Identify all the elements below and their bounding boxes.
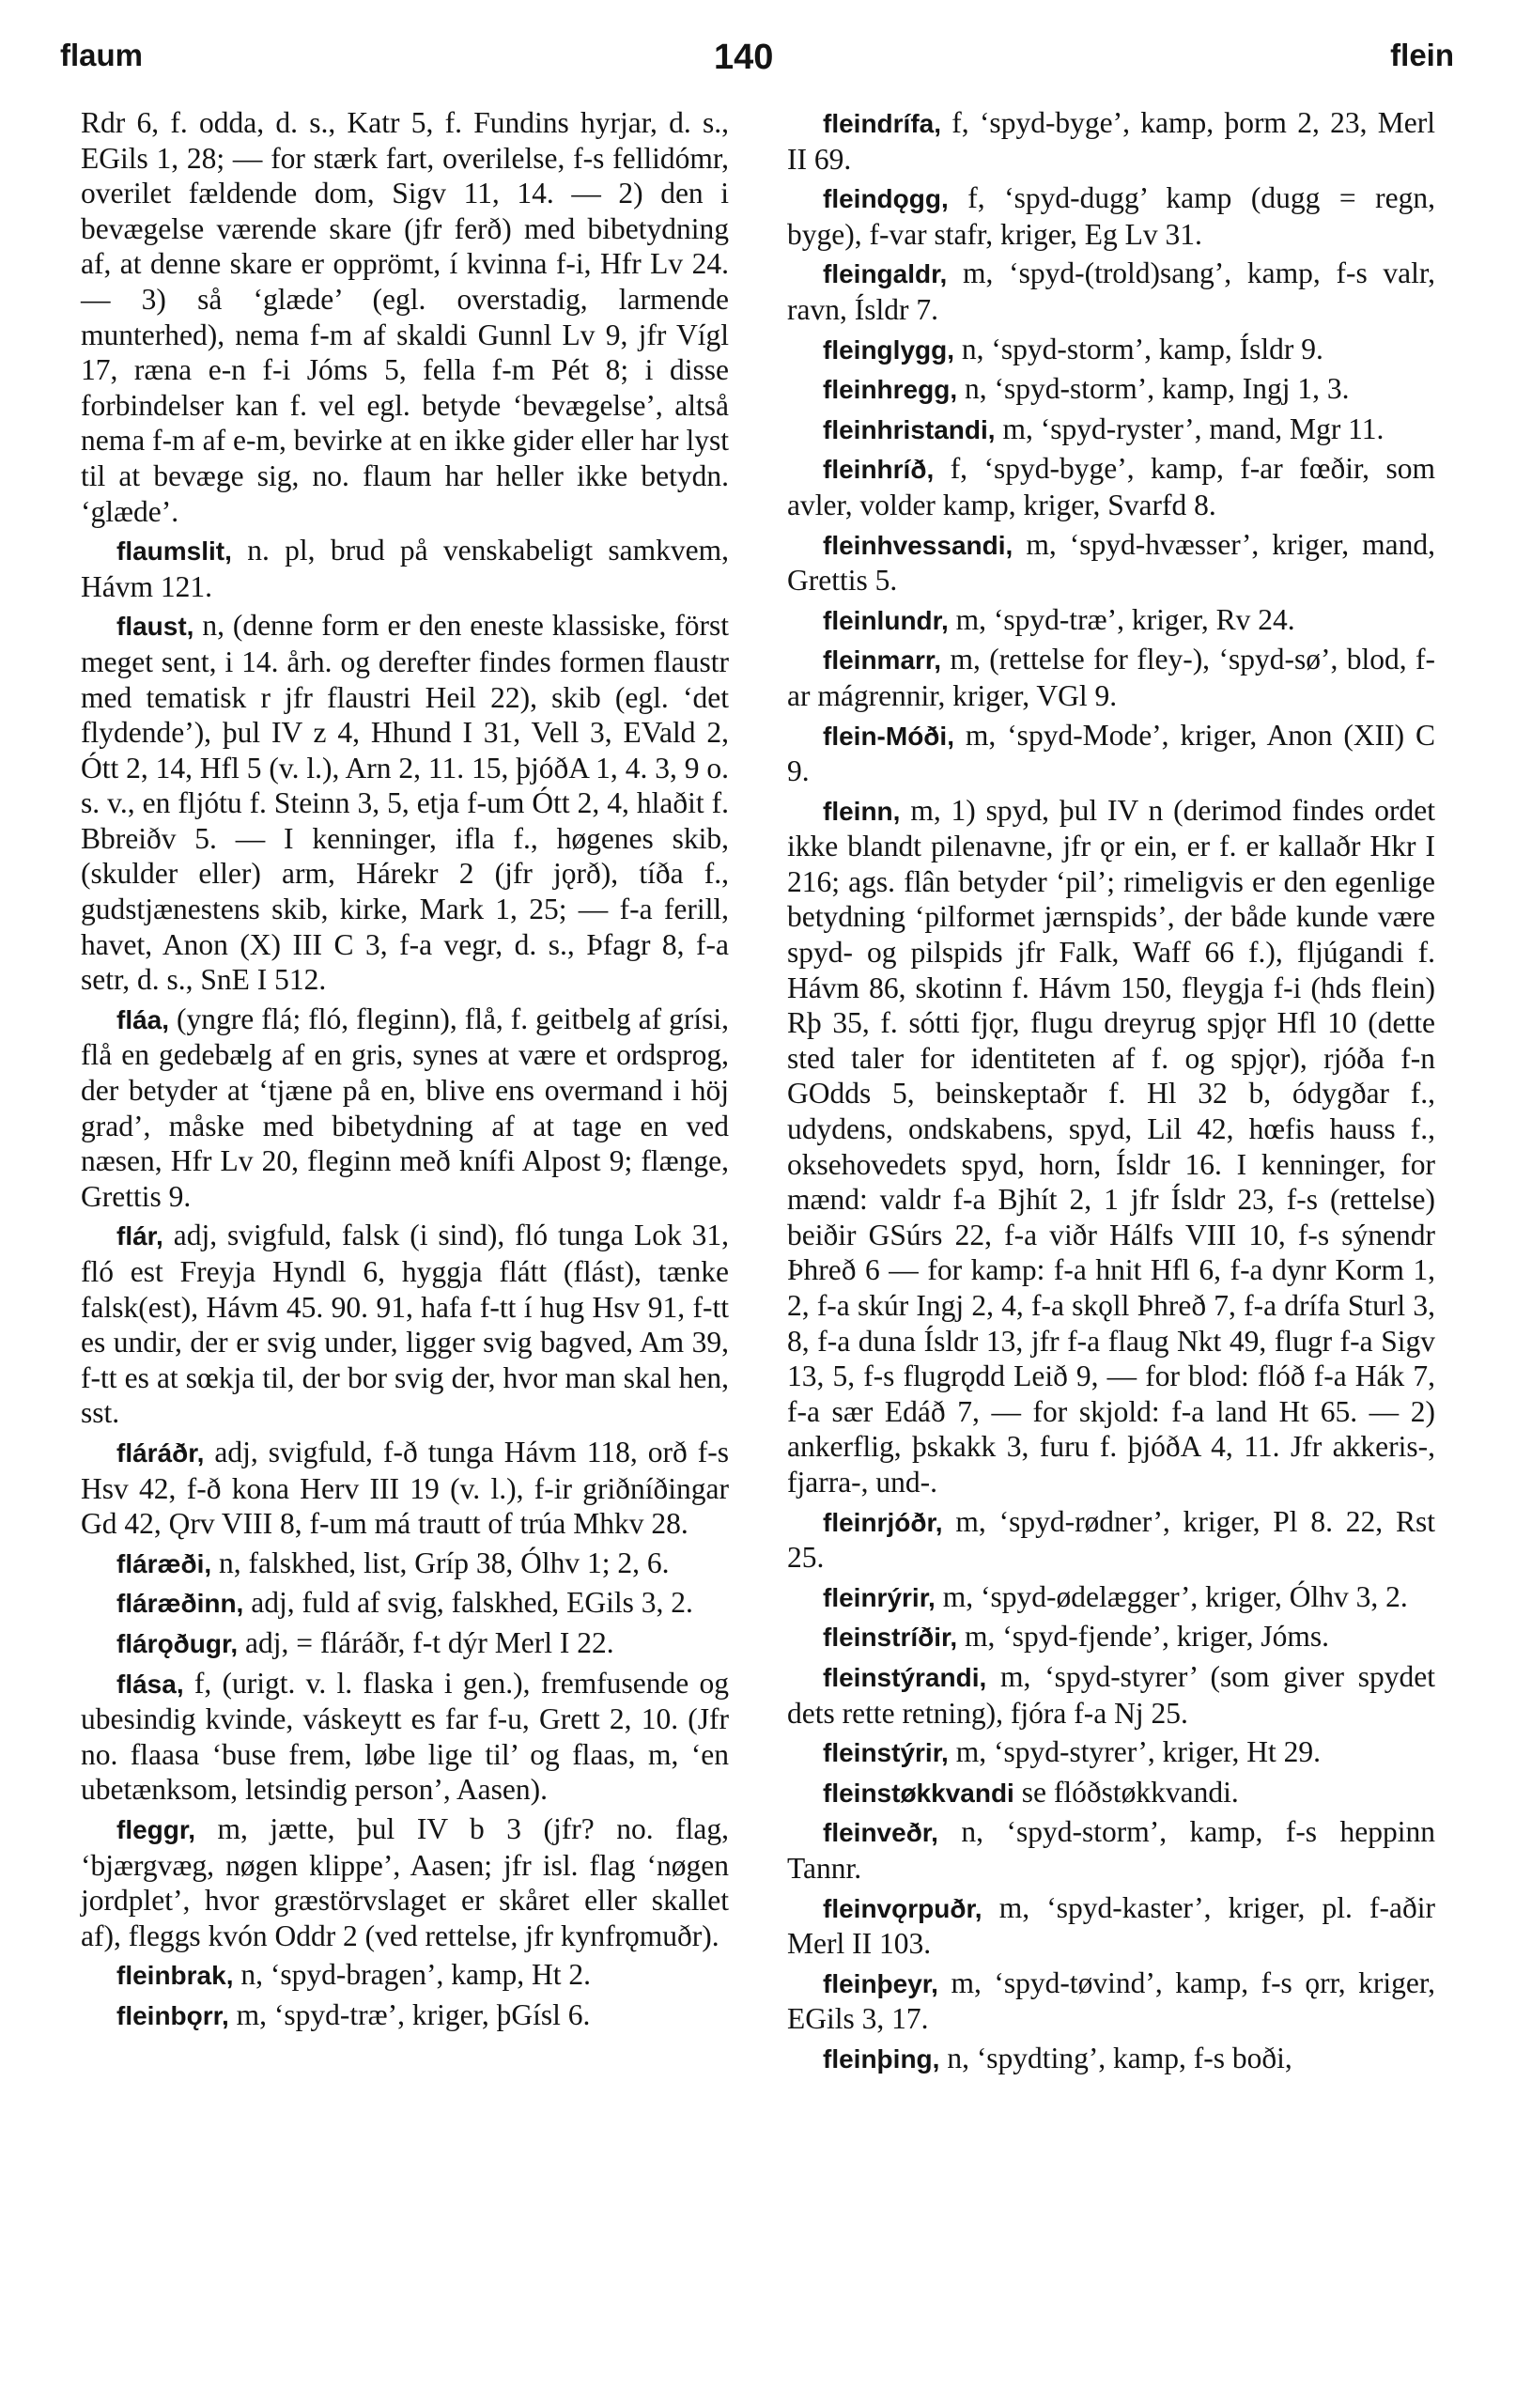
entry-definition: m, ‘spyd-kaster’, kriger, pl. f-aðir Merl II 103. bbox=[787, 1890, 1435, 1961]
entry-headword: fleinrýrir, bbox=[823, 1582, 936, 1612]
entry-definition: n, falskhed, list, Gríp 38, Ólhv 1; 2, 6. bbox=[219, 1546, 670, 1579]
entry-headword: flár, bbox=[116, 1221, 163, 1251]
dictionary-entry bbox=[81, 1218, 729, 1431]
entry-definition: se flóðstøkkvandi. bbox=[1021, 1775, 1239, 1809]
entry-definition: m, ‘spyd-hvæsser’, kriger, mand, Grettis 5. bbox=[787, 527, 1435, 598]
entry-definition: m, ‘spyd-(trold)sang’, kamp, f-s valr, ravn, Ísldr 7. bbox=[787, 256, 1436, 326]
entry-definition: m, ‘spyd-styrer’ (som giver spydet dets rette retning), fjóra f-a Nj 25. bbox=[787, 1659, 1436, 1730]
entry-definition: n. pl, brud på venskabeligt samkvem, Hávm 121. bbox=[81, 534, 730, 603]
dictionary-entry bbox=[787, 332, 1435, 368]
entry-headword: fleinlundr, bbox=[823, 605, 949, 635]
entry-definition: m, ‘spyd-Mode’, kriger, Anon (XII) C 9. bbox=[787, 718, 1435, 788]
running-head-left: flaum bbox=[60, 38, 144, 72]
entry-headword: fleinstríðir, bbox=[823, 1623, 958, 1653]
dictionary-entry bbox=[81, 1546, 729, 1582]
dictionary-entry bbox=[787, 1814, 1435, 1886]
entry-definition: m, ‘spyd-fjende’, kriger, Jóms. bbox=[965, 1620, 1330, 1654]
dictionary-entry bbox=[81, 1435, 729, 1542]
entry-definition: f, ‘spyd-dugg’ kamp (dugg = regn, byge), f-var stafr, kriger, Eg Lv 31. bbox=[787, 181, 1436, 251]
entry-headword: fleinveðr, bbox=[823, 1818, 938, 1848]
entry-headword: fleinrjóðr, bbox=[823, 1507, 943, 1537]
page-number: 140 bbox=[714, 38, 774, 77]
entry-definition: m, (rettelse for fley-), ‘spyd-sø’, blod, f-ar mágrennir, kriger, VGl 9. bbox=[787, 643, 1435, 712]
entry-definition: n, ‘spydting’, kamp, f-s boði, bbox=[947, 2041, 1292, 2074]
entry-definition: adj, svigfuld, falsk (i sind), fló tunga Lok 31, fló est Freyja Hyndl 6, hyggja flátt (flást), tænke falsk(est), Hávm 45. 90. 91, hafa f-tt í hug Hsv 91, f-tt es undir, der er svig under, ligger svig bagved, Am 39, f-tt es at sœkja til, der bor svig der, hvor man skal hen, sst. bbox=[81, 1219, 729, 1430]
entry-definition: (yngre flá; fló, fleginn), flå, f. geitbelg af grísi, flå en gedebælg af en gris, synes at være et ordsprog, der betyder at ‘tjæne på en, blive ens overmand i höj grad’, måske med bibetydning af at tage en ved næsen, Hfr Lv 20, fleginn með knífi Alpost 9; flænge, Grettis 9. bbox=[81, 1002, 730, 1213]
dictionary-entry bbox=[787, 1504, 1435, 1576]
entry-headword: fláráðr, bbox=[116, 1437, 205, 1468]
entry-definition: adj, fuld af svig, falskhed, EGils 3, 2. bbox=[251, 1586, 693, 1620]
entry-headword: fláræðinn, bbox=[116, 1589, 244, 1619]
dictionary-entry bbox=[81, 608, 729, 998]
dictionary-entry bbox=[787, 371, 1435, 408]
entry-headword: fleindrífa, bbox=[823, 109, 942, 138]
entry-headword: flárǫðugr, bbox=[116, 1628, 239, 1658]
entry-headword: fláræði, bbox=[116, 1548, 212, 1578]
running-head-right: flein bbox=[1390, 38, 1454, 72]
dictionary-entry bbox=[81, 1625, 729, 1662]
entry-headword: fleinstýrir, bbox=[823, 1738, 949, 1768]
entry-headword: fleinglygg, bbox=[823, 334, 954, 365]
entry-headword: fleinhríð, bbox=[823, 455, 935, 485]
dictionary-entry bbox=[787, 180, 1435, 252]
entry-headword: fleingaldr, bbox=[823, 259, 948, 289]
entry-definition: f, ‘spyd-byge’, kamp, f-ar fœðir, som avler, volder kamp, kriger, Svarfd 8. bbox=[787, 452, 1435, 521]
dictionary-entry bbox=[787, 718, 1435, 789]
entry-headword: fleinn, bbox=[823, 796, 901, 826]
dictionary-entry bbox=[81, 1957, 729, 1994]
entry-headword: fleggr, bbox=[116, 1814, 196, 1844]
entry-headword: fleinstøkkvandi bbox=[823, 1778, 1014, 1808]
page-header bbox=[0, 0, 1516, 94]
dictionary-entry bbox=[787, 451, 1435, 522]
entry-definition: Rdr 6, f. odda, d. s., Katr 5, f. Fundins hyrjar, d. s., EGils 1, 28; — for stærk fart, overilelse, f-s fellidómr, overilet fældende dom, Sigv 11, 14. — 2) den i bevægelse værende skare (jfr ferð) med bibetydning af, at denne skare er opprömt, í kvinna f-i, Hfr Lv 24. — 3) så ‘glæde’ (egl. overstadig, larmende munterhed), nema f-m af skaldi Gunnl Lv 9, jfr Vígl 17, ræna e-n f-i Jóms 5, fella f-m Pét 8; i disse forbindelser kan f. vel egl. betyde ‘bevægelse’, altså nema f-m af e-m, bevirke at en ikke gider eller har lyst til at bevæge sig, no. flaum har heller ikke betydn. ‘glæde’. bbox=[81, 106, 729, 528]
entry-definition: m, ‘spyd-tøvind’, kamp, f-s ǫrr, kriger, EGils 3, 17. bbox=[787, 1965, 1436, 2036]
left-column bbox=[81, 105, 729, 2033]
dictionary-entry bbox=[81, 1997, 729, 2034]
entry-definition: m, ‘spyd-rødner’, kriger, Pl 8. 22, Rst 25. bbox=[787, 1504, 1435, 1575]
entry-definition: n, ‘spyd-storm’, kamp, f-s heppinn Tannr. bbox=[787, 1815, 1435, 1885]
entry-definition: f, ‘spyd-byge’, kamp, þorm 2, 23, Merl II 69. bbox=[787, 106, 1436, 176]
entry-headword: fleinvǫrpuðr, bbox=[823, 1893, 982, 1923]
dictionary-entry bbox=[787, 2041, 1435, 2077]
entry-definition: n, ‘spyd-bragen’, kamp, Ht 2. bbox=[240, 1958, 592, 1992]
entry-headword: flaumslit, bbox=[116, 536, 232, 567]
dictionary-entry bbox=[787, 527, 1435, 598]
entry-definition: adj, = fláráðr, f-t dýr Merl I 22. bbox=[245, 1625, 614, 1659]
entry-headword: fleinþeyr, bbox=[823, 1968, 938, 1998]
dictionary-entry bbox=[787, 1659, 1435, 1731]
entry-definition: adj, svigfuld, f-ð tunga Hávm 118, orð f-s Hsv 42, f-ð kona Herv III 19 (v. l.), f-ir griðníðingar Gd 42, Ǫrv VIII 8, f-um má trautt of trúa Mhkv 28. bbox=[81, 1435, 729, 1541]
dictionary-entry bbox=[81, 1585, 729, 1622]
dictionary-entry bbox=[787, 1890, 1435, 1962]
entry-headword: fleinbrak, bbox=[116, 1961, 234, 1991]
dictionary-entry bbox=[81, 533, 729, 604]
entry-headword: fleinhvessandi, bbox=[823, 530, 1013, 560]
entry-definition: m, ‘spyd-træ’, kriger, Rv 24. bbox=[955, 602, 1295, 636]
entry-headword: fleinbǫrr, bbox=[116, 2000, 229, 2030]
entry-headword: fleinmarr, bbox=[823, 645, 942, 676]
entry-headword: fláa, bbox=[116, 1004, 170, 1034]
entry-headword: fleinhristandi, bbox=[823, 414, 996, 444]
dictionary-entry bbox=[787, 1965, 1435, 2037]
dictionary-entry bbox=[81, 1666, 729, 1808]
entry-definition: n, (denne form er den eneste klassiske, först meget sent, i 14. årh. og derefter findes formen flaustr med tematisk r jfr flaustri Heil 22), skib (egl. ‘det flydende’), þul IV z 4, Hhund I 31, Vell 3, EVald 2, Ótt 2, 14, Hfl 5 (v. l.), Arn 2, 11. 15, þjóðA 1, 4. 3, 9 o. s. v., en fljótu f. Steinn 3, 5, etja f-um Ótt 2, 4, hlaðit f. Bbreiðv 5. — I kenninger, ifla f., høgenes skib, (skulder eller) arm, Hárekr 2 (jfr jǫrð), tíða f., gudstjænestens skib, kirke, Mark 1, 25; — f-a ferill, havet, Anon (X) III C 3, f-a vegr, d. s., Þfagr 8, f-a setr, d. s., SnE I 512. bbox=[81, 609, 729, 997]
entry-definition: n, ‘spyd-storm’, kamp, Ingj 1, 3. bbox=[965, 372, 1350, 406]
dictionary-entry bbox=[787, 1619, 1435, 1655]
dictionary-entry bbox=[787, 1775, 1435, 1811]
entry-continuation bbox=[81, 105, 729, 529]
dictionary-entry bbox=[787, 1579, 1435, 1616]
entry-definition: m, ‘spyd-træ’, kriger, þGísl 6. bbox=[236, 1997, 591, 2031]
entry-definition: m, jætte, þul IV b 3 (jfr? no. flag, ‘bjærgvæg, nøgen klippe’, Aasen; jfr isl. flag ‘nøgen jordplet’, hvor græstörvslaget er skåret eller skallet af), fleggs kvón Oddr 2 (ved rettelse, jfr kynfrǫmuðr). bbox=[81, 1811, 729, 1952]
entry-headword: fleinstýrandi, bbox=[823, 1662, 987, 1692]
dictionary-entry bbox=[787, 105, 1435, 177]
dictionary-entry bbox=[81, 1811, 729, 1953]
entry-definition: m, 1) spyd, þul IV n (derimod findes ordet ikke blandt pilenavne, jfr ǫr ein, er f. er kallaðr Hkr I 216; ags. flân betyder ‘pil’; rimeligvis er den egenlige betydning ‘pilformet jærnspids’, der både kunde være spyd- og pilspids jfr Falk, Waff 66 f.), fljúgandi f. Hávm 86, skotinn f. Hávm 150, fleygja f-i (hds flein) Rþ 35, f. sótti fjǫr, flugu dreyrug spjǫr Hfl 10 (dette sted taler for identiteten af f. og spjǫr), rjóða f-n GOdds 5, beinskeptaðr f. Hl 32 b, ódygðar f., udydens, ondskabens, spyd, Lil 42, hœfis hauss f., oksehovedets spyd, horn, Ísldr 16. I kenninger, for mænd: valdr f-a Bjhít 2, 1 jfr Ísldr 23, f-s (rettelse) beiðir GSúrs 22, f-a viðr Hálfs VIII 10, f-s sýnendr Þhreð 6 — for kamp: f-a hnit Hfl 6, f-a dynr Korm 1, 2, f-a skúr Ingj 2, 4, f-a skǫll Þhreð 7, f-a drífa Sturl 3, 8, f-a duna Ísldr 13, jfr f-a flaug Nkt 49, flugr f-a Sigv 13, 5, f-s flugrǫdd Leið 9, — for blod: flóð f-a Hák 7, f-a sær Edáð 7, — for skjold: f-a land Ht 65. — 2) ankerflig, þskakk 3, furu f. þjóðA 4, 11. Jfr akkeris-, fjarra-, und-. bbox=[787, 793, 1435, 1499]
dictionary-entry bbox=[81, 1002, 729, 1215]
entry-definition: m, ‘spyd-ødelægger’, kriger, Ólhv 3, 2. bbox=[942, 1579, 1408, 1613]
dictionary-entry bbox=[787, 412, 1435, 448]
entry-definition: n, ‘spyd-storm’, kamp, Ísldr 9. bbox=[961, 332, 1323, 365]
entry-headword: flein-Móði, bbox=[823, 721, 954, 751]
entry-definition: f, (urigt. v. l. flaska i gen.), fremfusende og ubesindig kvinde, váskeytt es far f-u, Grett 2, 10. (Jfr no. flaasa ‘buse frem, løbe lige til’ og flaas, m, ‘en ubetænksom, letsindig person’, Aasen). bbox=[81, 1666, 729, 1807]
entry-headword: fleindǫgg, bbox=[823, 184, 949, 214]
entry-definition: m, ‘spyd-ryster’, mand, Mgr 11. bbox=[1002, 412, 1385, 445]
right-column bbox=[787, 105, 1435, 2076]
dictionary-entry bbox=[787, 602, 1435, 639]
entry-headword: flaust, bbox=[116, 612, 194, 642]
entry-definition: m, ‘spyd-styrer’, kriger, Ht 29. bbox=[955, 1735, 1322, 1769]
entry-headword: fleinhregg, bbox=[823, 375, 958, 405]
dictionary-entry bbox=[787, 793, 1435, 1500]
dictionary-entry bbox=[787, 642, 1435, 713]
entry-headword: fleinþing, bbox=[823, 2043, 940, 2074]
dictionary-entry bbox=[787, 256, 1435, 327]
entry-headword: flása, bbox=[116, 1669, 184, 1699]
dictionary-entry bbox=[787, 1734, 1435, 1771]
